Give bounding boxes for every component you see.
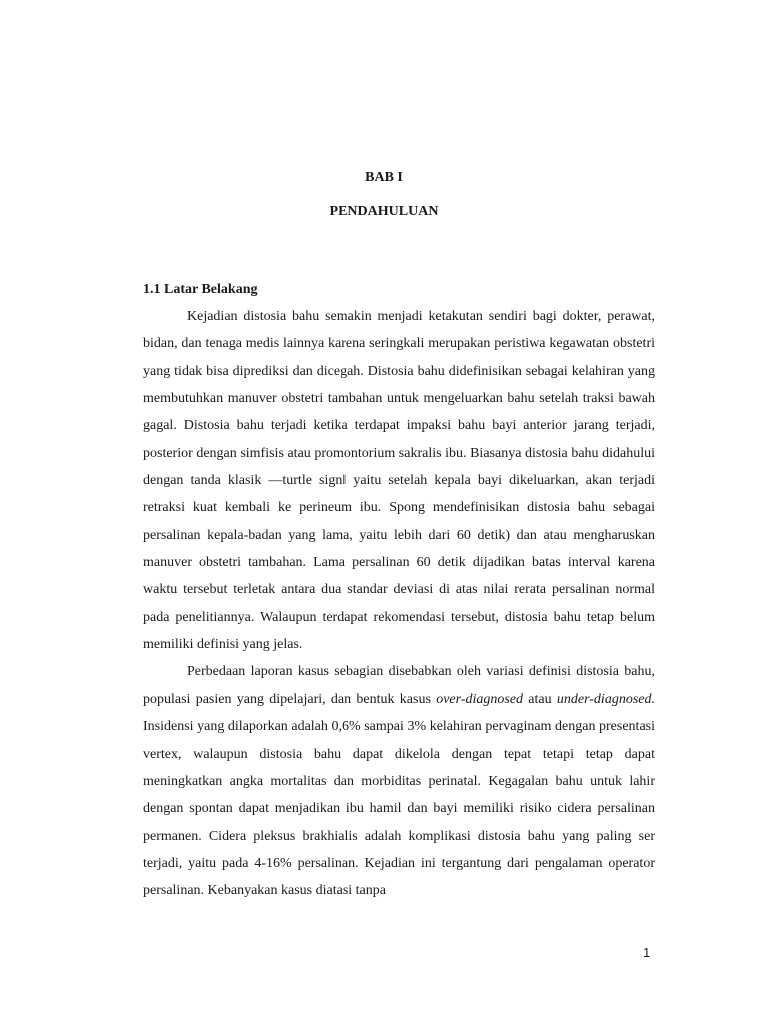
paragraph-2 bbox=[143, 658, 655, 904]
paragraph-2-text-a: Perbedaan laporan kasus sebagian disebabkan oleh variasi definisi distosia bahu, populasi pasien yang dipelajari, dan bentuk kasus bbox=[143, 664, 655, 707]
chapter-title: PENDAHULUAN bbox=[329, 204, 439, 219]
body-text bbox=[143, 303, 655, 905]
paragraph-2-text-b: atau bbox=[523, 691, 557, 707]
section-heading: 1.1 Latar Belakang bbox=[143, 282, 258, 297]
page-number: 1 bbox=[643, 945, 651, 960]
italic-term-over-diagnosed: over-diagnosed bbox=[436, 691, 523, 707]
chapter-label: BAB I bbox=[365, 170, 403, 185]
paragraph-2-text-c: Insidensi yang dilaporkan adalah 0,6% sampai 3% kelahiran pervaginam dengan presentasi vertex, walaupun distosia bahu dapat dikelola dengan tepat tetapi tetap dapat meningkatkan angka mortalitas dan morbiditas perinatal. Kegagalan bahu untuk lahir dengan spontan dapat menjadikan ibu hamil dan bayi memiliki risiko cidera persalinan permanen. Cidera pleksus brakhialis adalah komplikasi distosia bahu yang paling ser terjadi, yaitu pada 4-16% persalinan. Kejadian ini tergantung dari pengalaman operator persalinan. Kebanyakan kasus diatasi tanpa bbox=[143, 719, 655, 899]
italic-term-under-diagnosed: under-diagnosed. bbox=[556, 691, 655, 707]
paragraph-1: Kejadian distosia bahu semakin menjadi ketakutan sendiri bagi dokter, perawat, bidan, dan tenaga medis lainnya karena seringkali merupakan peristiwa kegawatan obstetri yang tidak bisa diprediksi dan dicegah. Distosia bahu didefinisikan sebagai kelahiran yang membutuhkan manuver obstetri tambahan untuk mengeluarkan bahu setelah traksi bawah gagal. Distosia bahu terjadi ketika terdapat impaksi bahu bayi anterior jarang terjadi, posterior dengan simfisis atau promontorium sakralis ibu. Biasanya distosia bahu didahului dengan tanda klasik ―turtle sign‖ yaitu setelah kepala bayi dikeluarkan, akan terjadi retraksi kuat kembali ke perineum ibu. Spong mendefinisikan distosia bahu sebagai persalinan kepala-badan yang lama, yaitu lebih dari 60 detik) dan atau mengharuskan manuver obstetri tambahan. Lama persalinan 60 detik dijadikan batas interval karena waktu tersebut terletak antara dua standar deviasi di atas nilai rerata persalinan normal pada penelitiannya. Walaupun terdapat rekomendasi tersebut, distosia bahu tetap belum memiliki definisi yang jelas. bbox=[143, 309, 655, 653]
